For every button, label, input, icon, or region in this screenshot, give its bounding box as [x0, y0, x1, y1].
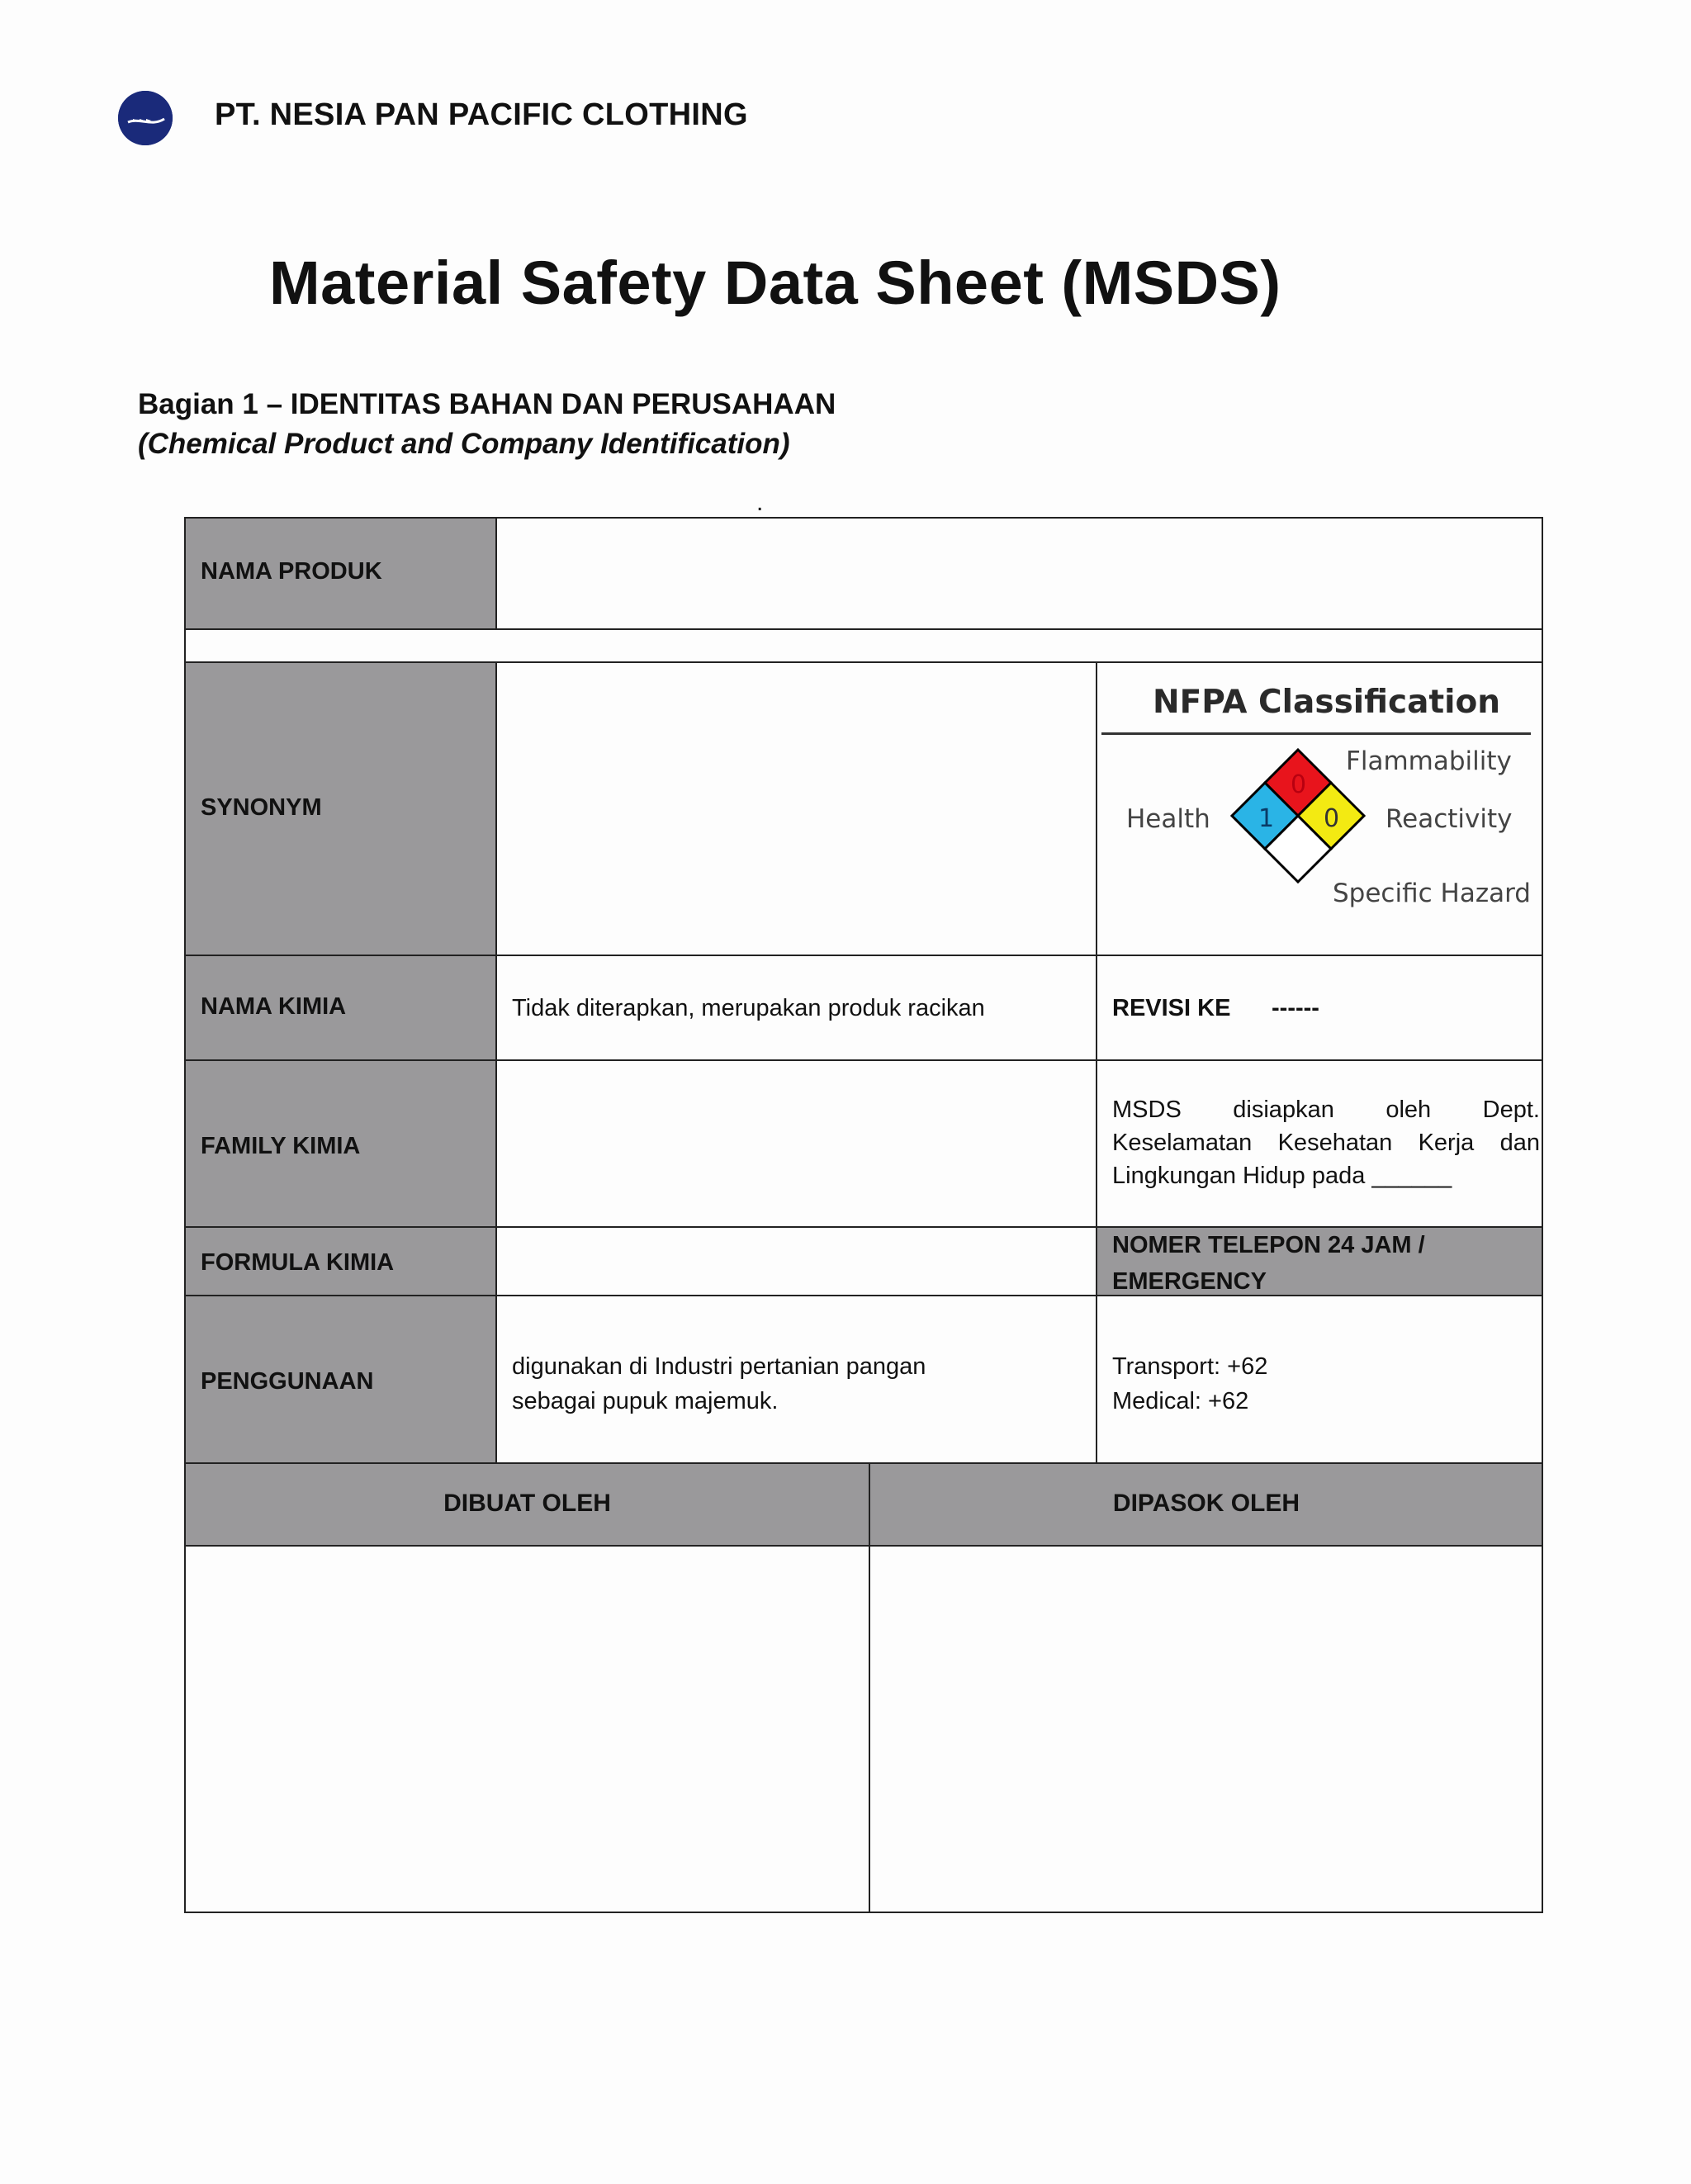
row-line: [185, 628, 1543, 630]
stray-dot: .: [756, 489, 764, 516]
revisi-label: REVISI KE: [1112, 995, 1231, 1021]
company-name: PT. NESIA PAN PACIFIC CLOTHING: [215, 97, 748, 132]
penggunaan-label: PENGGUNAAN: [201, 1368, 374, 1395]
specific-hazard-label: Specific Hazard: [1333, 879, 1531, 908]
row-line: [185, 1462, 1543, 1464]
dipasok-oleh-header: DIPASOK OLEH: [1112, 1490, 1300, 1517]
table-border-left: [184, 517, 186, 1913]
nama-produk-label: NAMA PRODUK: [201, 558, 382, 585]
reactivity-label: Reactivity: [1385, 804, 1513, 834]
col-line: [495, 661, 497, 1463]
emergency-phone-label: NOMER TELEPON 24 JAM / EMERGENCY: [1112, 1232, 1425, 1295]
nfpa-classification: [1098, 665, 1540, 952]
company-logo: [118, 91, 173, 145]
col-line: [869, 1462, 870, 1913]
penggunaan-value-line2: sebagai pupuk majemuk.: [512, 1388, 779, 1414]
penggunaan-value-line1: digunakan di Industri pertanian pangan: [512, 1353, 926, 1380]
dibuat-oleh-header: DIBUAT OLEH: [443, 1490, 611, 1517]
nfpa-graphic: [1098, 665, 1540, 952]
health-label: Health: [1126, 804, 1210, 834]
row-line: [185, 1059, 1543, 1061]
logo-mark: [118, 91, 173, 145]
nama-kimia-label: NAMA KIMIA: [201, 993, 347, 1020]
document-title: Material Safety Data Sheet (MSDS): [269, 249, 1281, 317]
table-border-top: [185, 517, 1543, 519]
flammability-label: Flammability: [1346, 746, 1512, 776]
transport-phone: Transport: +62: [1112, 1353, 1268, 1380]
row-line: [185, 661, 1543, 663]
revisi-value: ------: [1272, 995, 1319, 1021]
prepared-by-text: MSDS disiapkan oleh Dept. Keselamatan Kesehatan Kerja dan Lingkungan Hidup pada ______: [1112, 1097, 1540, 1189]
row-line: [185, 955, 1543, 956]
nfpa-title-underline: [1101, 732, 1531, 735]
formula-kimia-label: FORMULA KIMIA: [201, 1249, 395, 1276]
section-subtitle: (Chemical Product and Company Identification): [138, 428, 790, 460]
nfpa-title: NFPA Classification: [1153, 684, 1501, 721]
col-line: [1096, 661, 1097, 1463]
table-border-right: [1542, 517, 1543, 1913]
table-border-bottom: [185, 1912, 1543, 1913]
row-line: [185, 1545, 1543, 1547]
section-title: Bagian 1 – IDENTITAS BAHAN DAN PERUSAHAAN: [138, 388, 836, 420]
synonym-label: SYNONYM: [201, 794, 322, 821]
flammability-value: 0: [1291, 770, 1307, 799]
nama-kimia-value: Tidak diterapkan, merupakan produk racikan: [512, 995, 985, 1021]
reactivity-value: 0: [1324, 804, 1340, 833]
family-kimia-label: FAMILY KIMIA: [201, 1133, 361, 1159]
col-line: [495, 517, 497, 629]
medical-phone: Medical: +62: [1112, 1388, 1249, 1414]
health-value: 1: [1258, 804, 1275, 833]
